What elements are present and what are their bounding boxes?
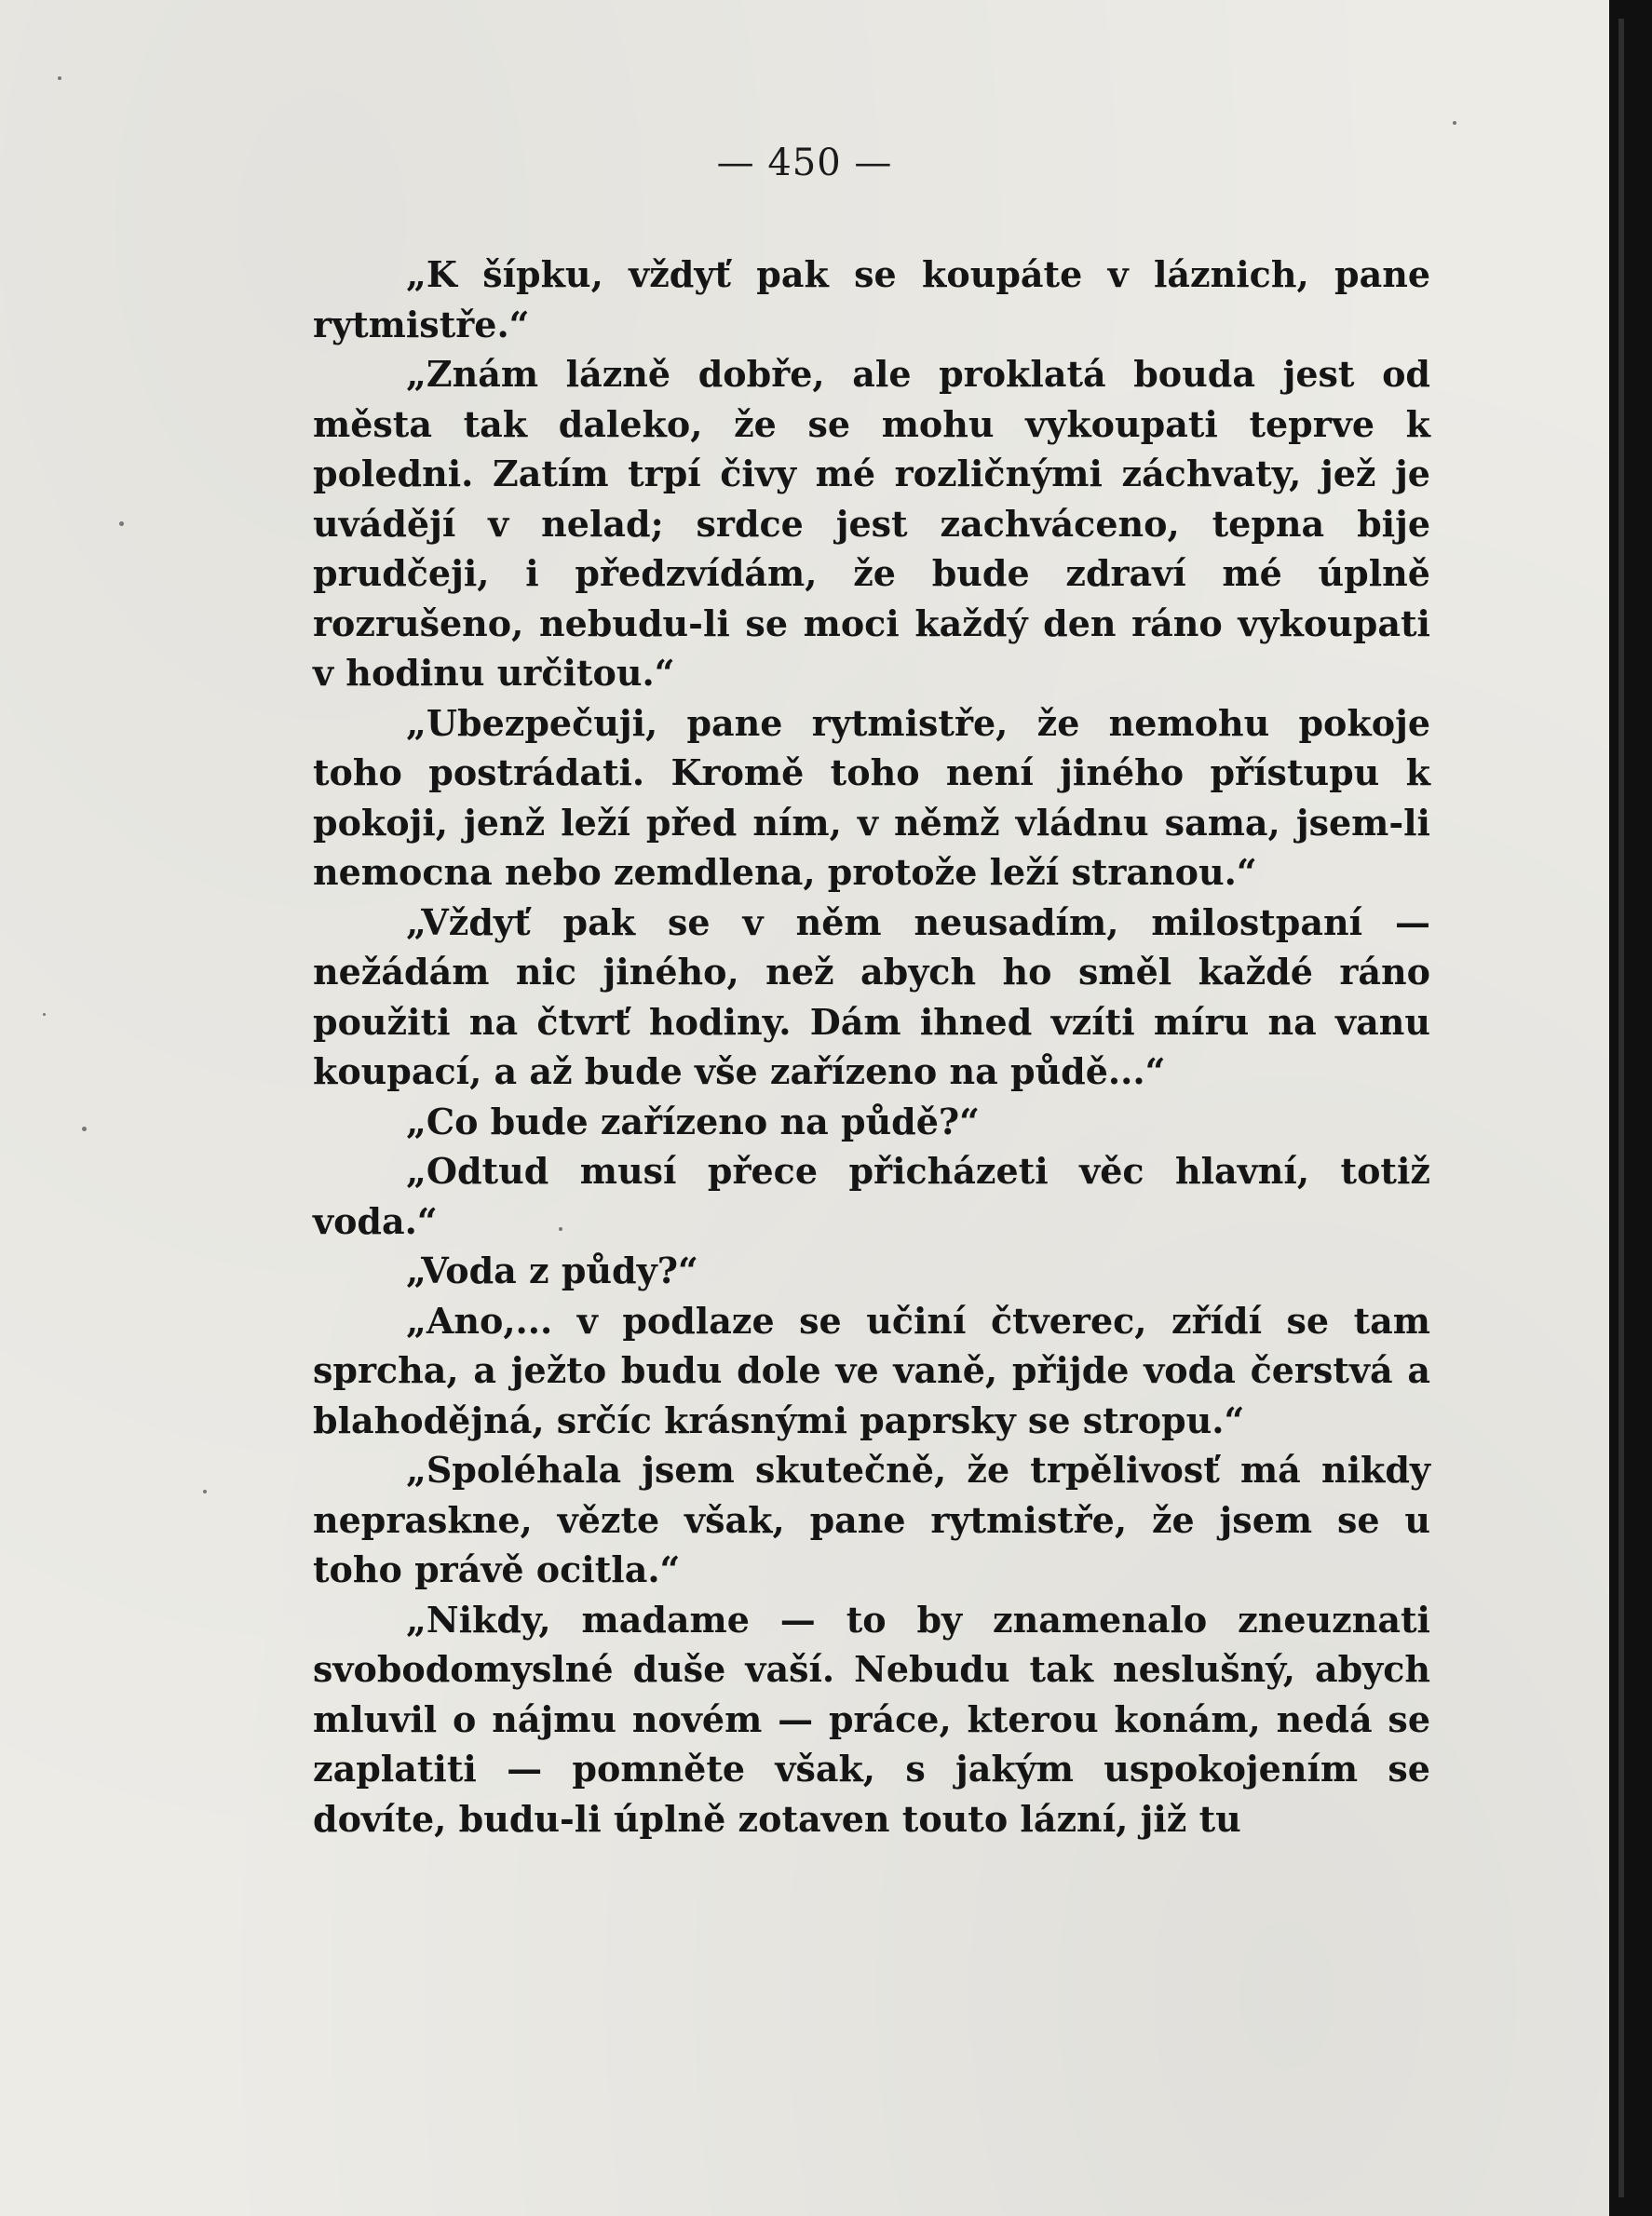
scan-border: [1609, 0, 1652, 2216]
body-text: [313, 250, 1430, 1844]
scan-speck: [82, 1127, 87, 1131]
paragraph: „Ubezpečuji, pane rytmistře, že nemohu pokoje toho postrádati. Kromě toho není jiného přístupu k pokoji, jenž leží před ním, v němž vládnu sama, jsem-li nemocna nebo zemdlena, protože leží stranou.“: [313, 701, 1430, 893]
paragraph: „Co bude zařízeno na půdě?“: [406, 1100, 981, 1142]
paragraph: „Znám lázně dobře, ale proklatá bouda jest od města tak daleko, že se mohu vykoupati teprve k poledni. Zatím trpí čivy mé rozličnými záchvaty, jež je uvádějí v nelad; srdce jest zachváceno, tepna bije prudčeji, i předzvídám, že bude zdraví mé úplně rozrušeno, nebudu-li se moci každý den ráno vykoupati v hodinu určitou.“: [313, 353, 1430, 694]
scan-speck: [58, 76, 61, 80]
scan-speck: [559, 1227, 562, 1231]
paragraph: „K šípku, vždyť pak se koupáte v láznich, pane rytmistře.“: [313, 253, 1430, 345]
paragraph: „Odtud musí přece přicházeti věc hlavní, totiž voda.“: [313, 1150, 1430, 1242]
paragraph: „Ano,... v podlaze se učiní čtverec, zřídí se tam sprcha, a ježto budu dole ve vaně, přijde voda čerstvá a blahodějná, srčíc krásnými paprsky se stropu.“: [313, 1299, 1430, 1441]
scan-speck: [1453, 121, 1456, 125]
paragraph: „Vždyť pak se v něm neusadím, milostpaní — nežádám nic jiného, než abych ho směl každé ráno použiti na čtvrť hodiny. Dám ihned vzíti míru na vanu koupací, a až bude vše zařízeno na půdě...“: [313, 900, 1430, 1092]
scan-speck: [119, 521, 124, 526]
paragraph: „Spoléhala jsem skutečně, že trpělivosť má nikdy nepraskne, vězte však, pane rytmistře, že jsem se u toho právě ocitla.“: [313, 1449, 1430, 1590]
scan-speck: [203, 1490, 207, 1493]
paragraph: „Voda z půdy?“: [406, 1250, 698, 1291]
scan-speck: [43, 1013, 46, 1016]
page-number: — 450 —: [716, 142, 893, 184]
scan-border-line: [1618, 19, 1624, 2197]
paragraph: „Nikdy, madame — to by znamenalo zneuznati svobodomyslné duše vaší. Nebudu tak neslušný, abych mluvil o nájmu novém — práce, kterou konám, nedá se zaplatiti — pomněte však, s jakým uspokojením se dovíte, budu-li úplně zotaven touto lázní, již tu: [313, 1598, 1430, 1840]
